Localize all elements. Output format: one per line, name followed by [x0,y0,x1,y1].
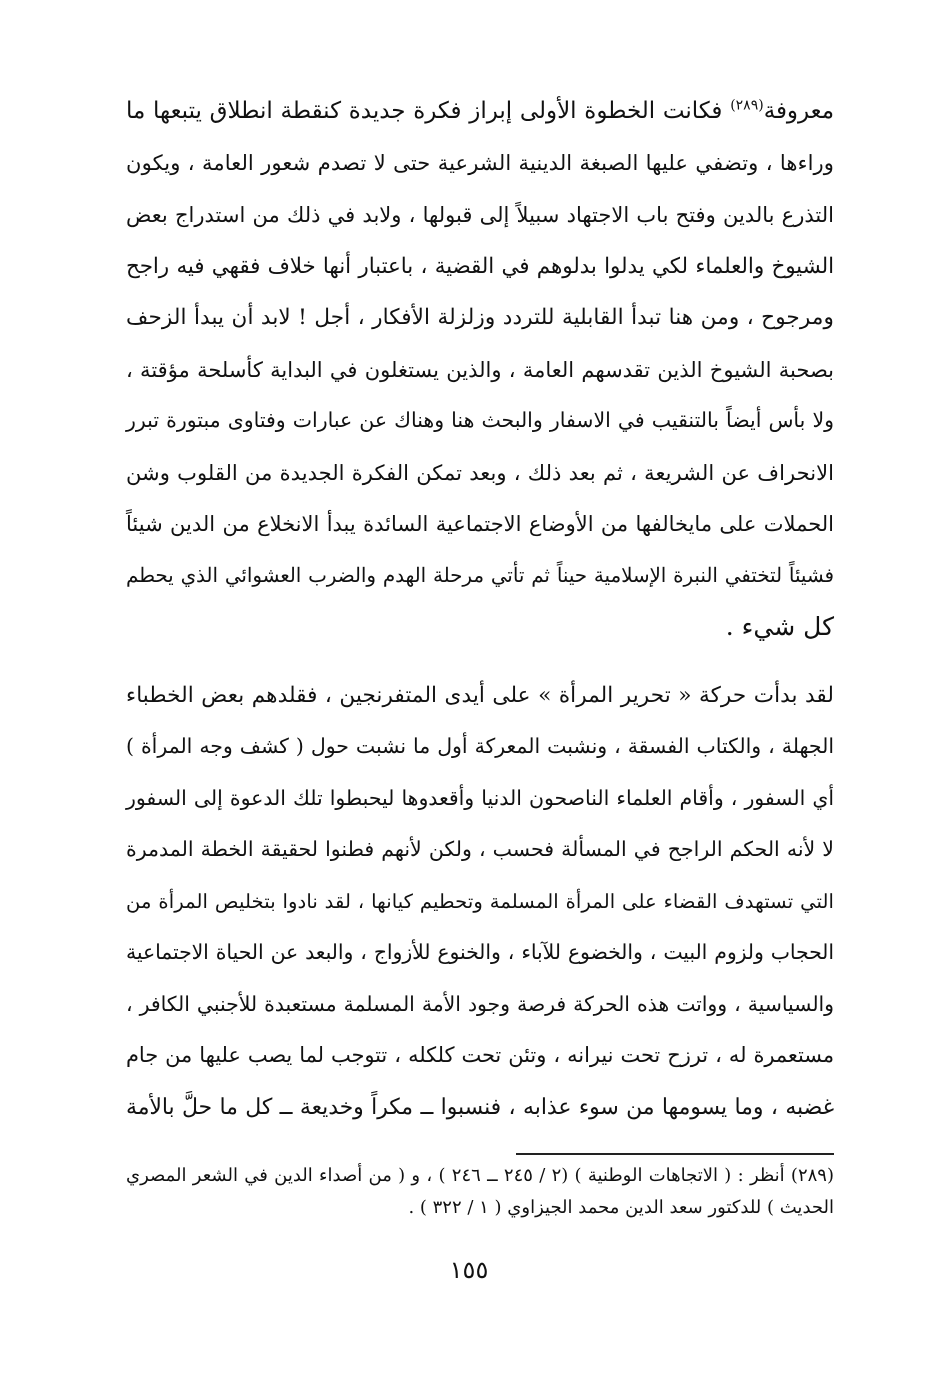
text-line: ولا بأس أيضاً بالتنقيب في الاسفار والبحث هنا وهناك عن عبارات وفتاوى مبتورة تبرر [126,408,834,432]
text-line: الشيوخ والعلماء لكي يدلوا بدلوهم في القضية ، باعتبار أنها خلاف فقهي فيه راجح [126,253,834,279]
paragraph-spacing [126,653,834,670]
paragraph-1 [126,86,834,653]
text-line: الحملات على مايخالفها من الأوضاع الاجتماعية السائدة يبدأ الانخلاع من الدين شيئاً [126,511,834,536]
paragraph-2 [126,670,834,1134]
footnote-line: (٢٨٩) أنظر : ( الاتجاهات الوطنية ) (٢ / ٢٤٥ ــ ٢٤٦ ) ، و ( من أصداء الدين في الشعر المصري [126,1165,835,1186]
text-line: مستعمرة له ، ترزح تحت نيرانه ، وتئن تحت كلكله ، تتوجب لما يصب عليها من جام [126,1043,834,1067]
text-line: وراءها ، وتضفي عليها الصبغة الدينية الشرعية حتى لا تصدم شعور العامة ، ويكون [126,150,834,176]
text-line: التي تستهدف القضاء على المرأة المسلمة وتحطيم كيانها ، لقد نادوا بتخليص المرأة من [126,889,834,913]
text-line: لا لأنه الحكم الراجح في المسألة فحسب ، ولكن لأنهم فطنوا لحقيقة الخطة المدمرة [126,837,834,861]
text-line: الحجاب ولزوم البيت ، والخضوع للآباء ، والخنوع للأزواج ، والبعد عن الحياة الاجتماعية [126,940,834,964]
text-fragment: معروفة [763,98,834,124]
text-line: ومرجوح ، ومن هنا تبدأ القابلية للتردد وزلزلة الأفكار ، أجل ! لابد أن يبدأ الزحف [126,305,834,330]
text-line [126,86,834,138]
text-line: بصحبة الشيوخ الذين تقدسهم العامة ، والذين يستغلون في البداية كأسلحة مؤقتة ، [126,356,834,382]
text-line: لقد بدأت حركة « تحرير المرأة » على أيدى المتفرنجين ، فقلدهم بعض الخطباء [126,682,834,708]
text-line: أي السفور ، وأقام العلماء الناصحون الدنيا وأقعدوها ليحبطوا تلك الدعوة إلى السفور [126,785,834,810]
footnote [126,1160,834,1224]
text-line: التذرع بالدين وفتح باب الاجتهاد سبيلاً إلى قبولها ، ولابد في ذلك من استدراج بعض [126,202,834,227]
text-line: فشيئاً لتختفي النبرة الإسلامية حيناً ثم تأتي مرحلة الهدم والضرب العشوائي الذي يحطم [126,563,834,587]
text-line: الجهلة ، والكتاب الفسقة ، ونشبت المعركة أول ما نشبت حول ( كشف وجه المرأة ) [126,734,834,758]
footnote-reference[interactable]: (٢٨٩) [730,97,764,114]
text-fragment: فكانت الخطوة الأولى إبراز فكرة جديدة كنقطة انطلاق يتبعها ما [126,98,731,124]
text-line: غضبه ، وما يسومها من سوء عذابه ، فنسبوا ــ مكراً وخديعة ــ كل ما حلَّ بالأمة [126,1094,834,1120]
footnote-divider [516,1153,834,1155]
text-line: الانحراف عن الشريعة ، ثم بعد ذلك ، وبعد تمكن الفكرة الجديدة من القلوب وشن [126,459,834,485]
footnote-line: الحديث ) للدكتور سعد الدين محمد الجيزاوي ( ١ / ٣٢٢ ) . [408,1197,834,1218]
text-line: كل شيء . [725,612,834,641]
main-text [126,86,834,1133]
text-line: والسياسية ، وواتت هذه الحركة فرصة وجود الأمة المسلمة مستعبدة للأجنبي الكافر ، [126,991,834,1016]
page-number: ١٥٥ [449,1256,489,1284]
